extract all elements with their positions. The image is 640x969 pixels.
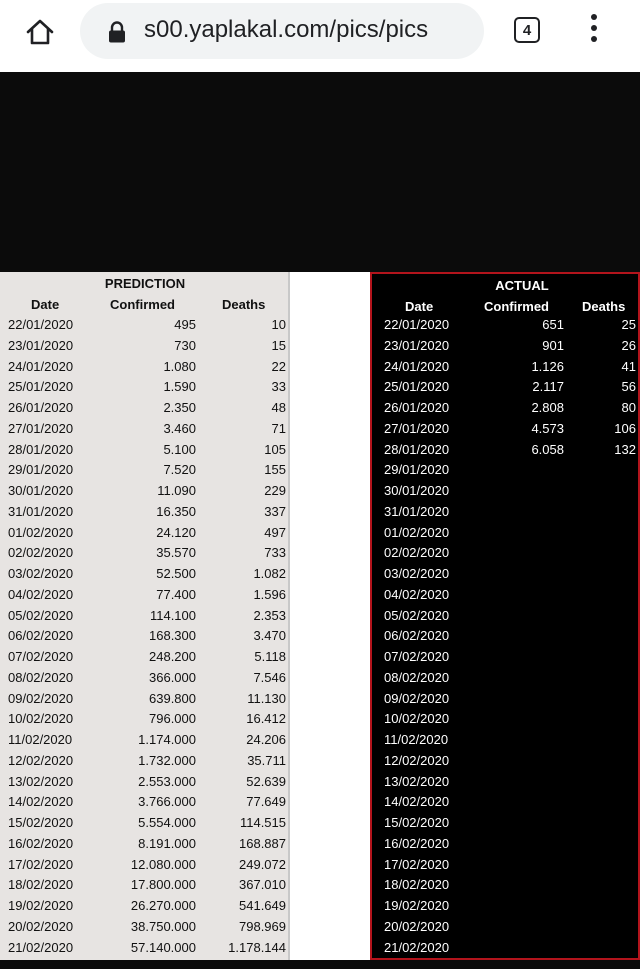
date-cell: 21/02/2020: [384, 939, 450, 955]
confirmed-cell: 17.800.000: [130, 877, 196, 893]
date-cell: 29/01/2020: [384, 462, 450, 478]
table-row: [0, 751, 288, 772]
confirmed-cell: 1.732.000: [138, 752, 196, 768]
table-row: [0, 377, 288, 398]
deaths-cell: 41: [621, 358, 636, 374]
table-row: [372, 336, 638, 357]
deaths-cell: 541.649: [239, 898, 286, 913]
date-cell: 27/01/2020: [8, 420, 74, 436]
actual-table: [370, 272, 640, 960]
confirmed-cell: 366.000: [149, 669, 196, 685]
table-row: [372, 875, 638, 896]
confirmed-cell: 2.350: [163, 400, 196, 415]
deaths-cell: 105: [264, 441, 286, 457]
table-row: [0, 398, 288, 419]
deaths-cell: 7.546: [253, 669, 286, 685]
prediction-table: [0, 272, 290, 960]
table-row: [0, 523, 288, 544]
date-cell: 06/02/2020: [8, 628, 74, 644]
date-cell: 24/01/2020: [8, 358, 74, 374]
deaths-cell: 1.178.144: [228, 939, 286, 955]
date-cell: 14/02/2020: [384, 794, 450, 810]
date-cell: 22/01/2020: [8, 317, 74, 332]
table-row: [372, 813, 638, 834]
confirmed-cell: 1.174.000: [138, 732, 196, 747]
date-cell: 03/02/2020: [384, 566, 450, 581]
table-row: [0, 689, 288, 710]
date-cell: 21/02/2020: [8, 939, 74, 955]
deaths-cell: 229: [264, 483, 286, 498]
date-cell: 14/02/2020: [8, 794, 74, 810]
confirmed-cell: 901: [542, 337, 564, 353]
table-row: [0, 813, 288, 834]
table-row: [372, 377, 638, 398]
date-cell: 12/02/2020: [384, 752, 450, 768]
table-row: [0, 419, 288, 440]
table-row: [0, 938, 288, 959]
lock-icon: [108, 21, 126, 43]
date-cell: 23/01/2020: [8, 337, 74, 353]
date-cell: 04/02/2020: [8, 586, 74, 602]
confirmed-cell: 52.500: [156, 566, 196, 581]
date-cell: 31/01/2020: [8, 503, 74, 519]
date-cell: 18/02/2020: [384, 877, 450, 893]
deaths-cell: 16.412: [246, 711, 286, 727]
table-row: [372, 689, 638, 710]
date-cell: 26/01/2020: [8, 400, 74, 415]
table-row: [0, 875, 288, 896]
table-row: [372, 626, 638, 647]
date-cell: 08/02/2020: [384, 669, 450, 685]
date-cell: 20/02/2020: [384, 918, 450, 934]
table-row: [372, 834, 638, 855]
deaths-cell: 26: [621, 337, 636, 353]
deaths-cell: 155: [264, 462, 286, 478]
table-row: [0, 315, 288, 336]
table-row: [0, 855, 288, 876]
confirmed-cell: 8.191.000: [138, 835, 196, 851]
table-row: [0, 626, 288, 647]
confirmed-cell: 57.140.000: [130, 939, 196, 955]
table-row: [372, 772, 638, 793]
confirmed-cell: 639.800: [149, 690, 196, 706]
table-row: [372, 938, 638, 959]
deaths-cell: 1.082: [253, 566, 286, 581]
table-row: [0, 896, 288, 917]
date-cell: 05/02/2020: [8, 607, 74, 623]
confirmed-cell: 38.750.000: [130, 918, 196, 934]
deaths-cell: 77.649: [246, 794, 286, 810]
address-bar[interactable]: [80, 3, 484, 59]
confirmed-cell: 77.400: [156, 586, 196, 602]
table-row: [0, 460, 288, 481]
table-row: [0, 502, 288, 523]
confirmed-cell: 114.100: [149, 607, 196, 623]
date-cell: 09/02/2020: [8, 690, 74, 706]
date-cell: 16/02/2020: [8, 835, 74, 851]
table-row: [0, 585, 288, 606]
deaths-cell: 5.118: [254, 649, 286, 664]
table-row: [372, 896, 638, 917]
date-cell: 12/02/2020: [8, 752, 74, 768]
white-gap: [290, 272, 370, 960]
date-cell: 26/01/2020: [384, 400, 450, 415]
confirmed-cell: 7.520: [163, 462, 196, 478]
table-row: [372, 585, 638, 606]
confirmed-cell: 3.766.000: [138, 794, 196, 810]
confirmed-cell: 12.080.000: [130, 856, 196, 872]
deaths-cell: 106: [614, 420, 636, 436]
confirmed-cell: 168.300: [149, 628, 196, 644]
table-row: [0, 564, 288, 585]
table-row: [0, 481, 288, 502]
home-button[interactable]: [20, 12, 60, 52]
table-row: [0, 647, 288, 668]
deaths-cell: 798.969: [239, 918, 286, 934]
deaths-cell: 52.639: [246, 773, 286, 789]
deaths-cell: 733: [264, 545, 286, 561]
date-cell: 30/01/2020: [8, 483, 74, 498]
deaths-cell: 10: [271, 317, 286, 332]
date-cell: 10/02/2020: [8, 711, 74, 727]
table-row: [372, 917, 638, 938]
confirmed-cell: 2.117: [532, 379, 564, 395]
table-row: [0, 834, 288, 855]
table-row: [372, 481, 638, 502]
prediction-header-date: Date: [31, 297, 60, 312]
date-cell: 24/01/2020: [384, 358, 450, 374]
deaths-cell: 168.887: [239, 835, 286, 851]
table-row: [372, 606, 638, 627]
confirmed-cell: 796.000: [149, 711, 196, 727]
table-row: [0, 668, 288, 689]
deaths-cell: 15: [271, 337, 286, 353]
confirmed-cell: 16.350: [156, 503, 196, 519]
deaths-cell: 24.206: [246, 732, 286, 747]
table-row: [372, 647, 638, 668]
url-text: s00.yaplakal.com/pics/pics: [144, 16, 429, 43]
deaths-cell: 2.353: [253, 607, 286, 623]
date-cell: 06/02/2020: [384, 628, 450, 644]
date-cell: 10/02/2020: [384, 711, 450, 727]
prediction-header-confirmed: Confirmed: [110, 297, 175, 312]
confirmed-cell: 651: [542, 317, 564, 332]
prediction-header-deaths: Deaths: [222, 297, 266, 312]
table-row: [372, 419, 638, 440]
date-cell: 25/01/2020: [8, 379, 74, 395]
deaths-cell: 22: [271, 358, 286, 374]
date-cell: 16/02/2020: [384, 835, 450, 851]
table-row: [372, 564, 638, 585]
table-row: [0, 440, 288, 461]
date-cell: 17/02/2020: [8, 856, 74, 872]
table-row: [0, 357, 288, 378]
table-row: [0, 709, 288, 730]
tab-switcher-button[interactable]: 4: [514, 17, 540, 43]
table-row: [372, 709, 638, 730]
table-row: [372, 398, 638, 419]
date-cell: 22/01/2020: [384, 317, 450, 332]
confirmed-cell: 495: [174, 317, 196, 332]
table-row: [372, 502, 638, 523]
deaths-cell: 48: [271, 400, 286, 415]
date-cell: 28/01/2020: [8, 441, 74, 457]
browser-toolbar: [0, 0, 640, 72]
table-row: [372, 357, 638, 378]
table-row: [0, 336, 288, 357]
prediction-title: PREDICTION: [104, 276, 186, 291]
confirmed-cell: 35.570: [156, 545, 196, 561]
date-cell: 07/02/2020: [8, 649, 74, 664]
date-cell: 13/02/2020: [8, 773, 74, 789]
date-cell: 11/02/2020: [8, 732, 73, 747]
date-cell: 29/01/2020: [8, 462, 74, 478]
table-row: [0, 606, 288, 627]
date-cell: 31/01/2020: [384, 503, 450, 519]
table-row: [0, 543, 288, 564]
deaths-cell: 35.711: [247, 752, 286, 768]
actual-header-date: Date: [405, 299, 434, 314]
table-row: [372, 523, 638, 544]
table-row: [372, 460, 638, 481]
confirmed-cell: 4.573: [531, 420, 564, 436]
date-cell: 04/02/2020: [384, 586, 450, 602]
more-vert-icon[interactable]: [584, 14, 604, 48]
deaths-cell: 497: [264, 524, 286, 540]
deaths-cell: 337: [264, 503, 286, 519]
deaths-cell: 3.470: [253, 628, 286, 644]
table-row: [372, 668, 638, 689]
table-row: [372, 543, 638, 564]
actual-header-deaths: Deaths: [582, 299, 626, 314]
deaths-cell: 33: [271, 379, 286, 395]
deaths-cell: 249.072: [239, 856, 286, 872]
actual-title: ACTUAL: [495, 278, 549, 293]
deaths-cell: 114.515: [239, 815, 286, 830]
confirmed-cell: 24.120: [156, 524, 196, 540]
date-cell: 03/02/2020: [8, 566, 74, 581]
date-cell: 30/01/2020: [384, 483, 450, 498]
table-row: [372, 792, 638, 813]
actual-header-confirmed: Confirmed: [484, 299, 549, 314]
confirmed-cell: 3.460: [163, 420, 196, 436]
confirmed-cell: 1.126: [531, 358, 564, 374]
deaths-cell: 367.010: [239, 877, 286, 893]
table-row: [372, 855, 638, 876]
image-black-area: [0, 72, 640, 272]
date-cell: 19/02/2020: [8, 898, 74, 913]
date-cell: 25/01/2020: [384, 379, 450, 395]
table-row: [0, 792, 288, 813]
confirmed-cell: 5.554.000: [138, 815, 196, 830]
confirmed-cell: 1.080: [163, 358, 196, 374]
date-cell: 15/02/2020: [384, 815, 450, 830]
confirmed-cell: 1.590: [163, 379, 196, 395]
table-row: [372, 751, 638, 772]
deaths-cell: 11.130: [247, 690, 286, 706]
confirmed-cell: 2.808: [531, 400, 564, 415]
confirmed-cell: 730: [174, 337, 196, 353]
date-cell: 28/01/2020: [384, 441, 450, 457]
deaths-cell: 1.596: [253, 586, 286, 602]
date-cell: 15/02/2020: [8, 815, 74, 830]
date-cell: 13/02/2020: [384, 773, 450, 789]
deaths-cell: 25: [621, 317, 636, 332]
date-cell: 18/02/2020: [8, 877, 74, 893]
date-cell: 27/01/2020: [384, 420, 450, 436]
confirmed-cell: 5.100: [163, 441, 196, 457]
deaths-cell: 80: [621, 400, 636, 415]
confirmed-cell: 248.200: [149, 649, 196, 664]
date-cell: 01/02/2020: [8, 524, 74, 540]
date-cell: 02/02/2020: [384, 545, 450, 561]
date-cell: 19/02/2020: [384, 898, 450, 913]
date-cell: 08/02/2020: [8, 669, 74, 685]
date-cell: 23/01/2020: [384, 337, 450, 353]
home-icon: [25, 17, 55, 47]
date-cell: 02/02/2020: [8, 545, 74, 561]
confirmed-cell: 11.090: [157, 483, 196, 498]
date-cell: 17/02/2020: [384, 856, 450, 872]
table-row: [372, 730, 638, 751]
deaths-cell: 56: [621, 379, 636, 395]
date-cell: 11/02/2020: [384, 732, 449, 747]
date-cell: 07/02/2020: [384, 649, 450, 664]
date-cell: 01/02/2020: [384, 524, 450, 540]
deaths-cell: 132: [614, 441, 636, 457]
table-row: [0, 917, 288, 938]
confirmed-cell: 2.553.000: [138, 773, 196, 789]
deaths-cell: 71: [271, 420, 286, 436]
date-cell: 20/02/2020: [8, 918, 74, 934]
date-cell: 05/02/2020: [384, 607, 450, 623]
table-row: [0, 730, 288, 751]
table-row: [0, 772, 288, 793]
table-row: [372, 440, 638, 461]
date-cell: 09/02/2020: [384, 690, 450, 706]
table-row: [372, 315, 638, 336]
confirmed-cell: 6.058: [531, 441, 564, 457]
confirmed-cell: 26.270.000: [130, 898, 196, 913]
